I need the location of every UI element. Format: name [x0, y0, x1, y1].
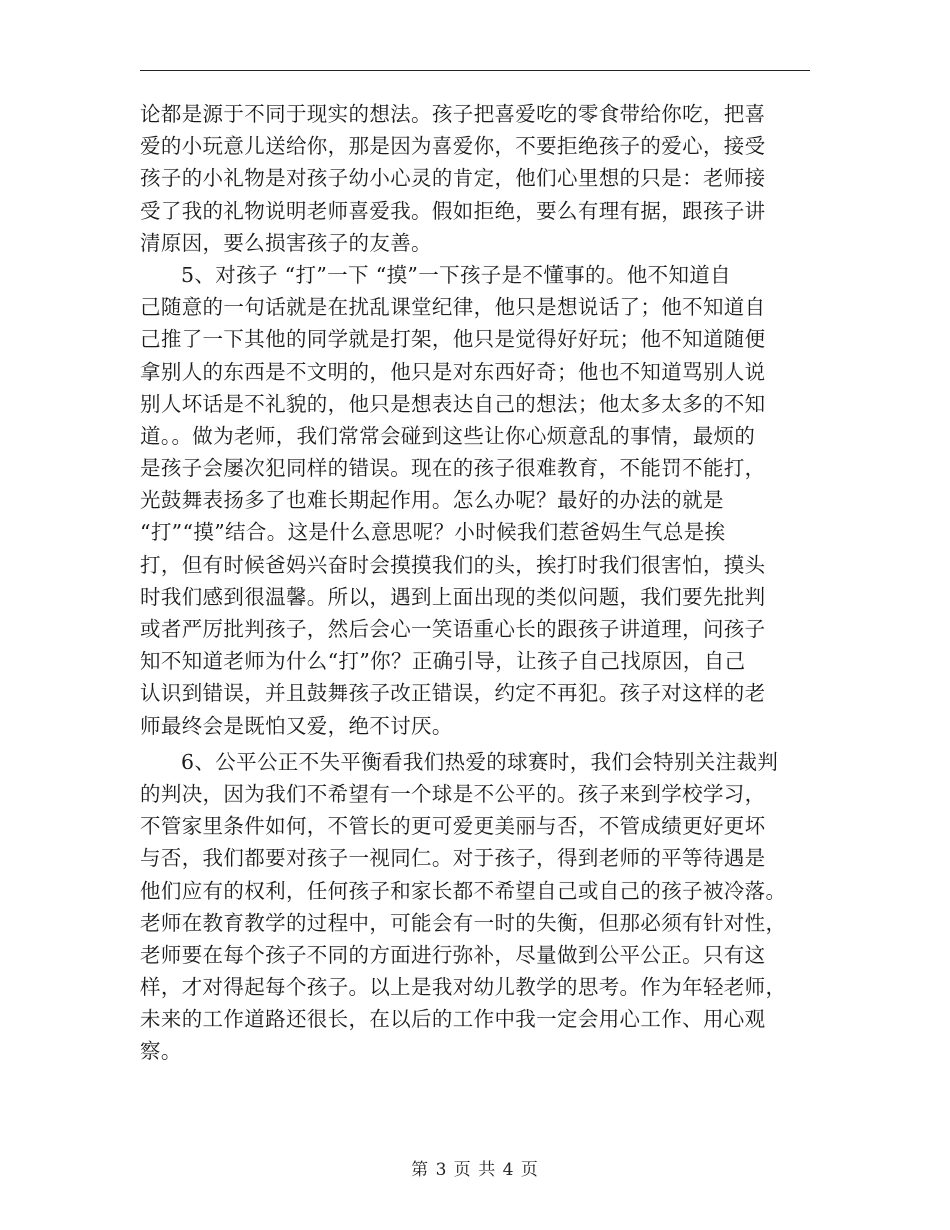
header-rule — [140, 70, 810, 71]
text-line: 爱的小玩意儿送给你，那是因为喜爱你，不要拒绝孩子的爱心，接受 — [140, 134, 766, 159]
text-line: 的判决，因为我们不希望有一个球是不公平的。孩子来到学校学习， — [140, 781, 766, 806]
text-line: 论都是源于不同于现实的想法。孩子把喜爱吃的零食带给你吃，把喜 — [140, 102, 766, 126]
text-line: “打”“摸”结合。这是什么意思呢？小时候我们惹爸妈生气总是挨 — [140, 520, 726, 545]
text-line: 道。。做为老师，我们常常会碰到这些让你心烦意乱的事情，最烦的 — [140, 423, 756, 448]
text-line: 打，但有时候爸妈兴奋时会摸摸我们的头，挨打时我们很害怕，摸头 — [140, 552, 766, 577]
text-line: 认识到错误，并且鼓舞孩子改正错误，约定不再犯。孩子对这样的老 — [140, 681, 766, 706]
paragraph-continued — [140, 98, 812, 259]
text-line: 己随意的一句话就是在扰乱课堂纪律，他只是想说话了；他不知道自 — [140, 295, 766, 320]
text-line: 师最终会是既怕又爱，绝不讨厌。 — [140, 713, 453, 738]
text-line: 清原因，要么损害孩子的友善。 — [140, 230, 432, 255]
text-line: 老师要在每个孩子不同的方面进行弥补，尽量做到公平公正。只有这 — [140, 942, 766, 967]
text-line: 样，才对得起每个孩子。以上是我对幼儿教学的思考。作为年轻老师， — [140, 975, 787, 1000]
paragraph-point-5 — [140, 259, 812, 742]
text-line: 察。 — [140, 1039, 182, 1064]
text-line: 受了我的礼物说明老师喜爱我。假如拒绝，要么有理有据，跟孩子讲 — [140, 198, 766, 223]
text-line: 时我们感到很温馨。所以，遇到上面出现的类似问题，我们要先批判 — [140, 584, 766, 609]
page-number-label: 第 3 页 共 4 页 — [411, 1160, 539, 1180]
text-line: 与否，我们都要对孩子一视同仁。对于孩子，得到老师的平等待遇是 — [140, 846, 766, 871]
document-body — [140, 98, 812, 1068]
text-line: 他们应有的权利，任何孩子和家长都不希望自己或自己的孩子被冷落。 — [140, 878, 787, 903]
text-line: 老师在教育教学的过程中，可能会有一时的失衡，但那必须有针对性， — [140, 910, 787, 935]
text-line: 己推了一下其他的同学就是打架，他只是觉得好好玩；他不知道随便 — [140, 327, 766, 352]
paragraph-point-6 — [140, 746, 812, 1068]
text-line: 或者严厉批判孩子，然后会心一笑语重心长的跟孩子讲道理，问孩子 — [140, 617, 766, 641]
text-line: 是孩子会屡次犯同样的错误。现在的孩子很难教育，不能罚不能打， — [140, 456, 766, 481]
text-line: 拿别人的东西是不文明的，他只是对东西好奇；他也不知道骂别人说 — [140, 359, 766, 384]
text-line: 不管家里条件如何，不管长的更可爱更美丽与否，不管成绩更好更坏 — [140, 814, 766, 839]
text-line: 孩子的小礼物是对孩子幼小心灵的肯定，他们心里想的只是：老师接 — [140, 166, 766, 191]
text-line: 知不知道老师为什么“打”你？正确引导，让孩子自己找原因，自己 — [140, 649, 746, 674]
text-line-first: 6、公平公正不失平衡看我们热爱的球赛时，我们会特别关注裁判 — [181, 749, 779, 774]
text-line: 光鼓舞表扬多了也难长期起作用。怎么办呢？最好的办法的就是 — [140, 488, 724, 513]
text-line-first: 5、对孩子 “打”一下 “摸”一下孩子是不懂事的。他不知道自 — [181, 262, 731, 287]
text-line: 未来的工作道路还很长，在以后的工作中我一定会用心工作、用心观 — [140, 1007, 766, 1032]
page-footer — [0, 1155, 950, 1180]
text-line: 别人坏话是不礼貌的，他只是想表达自己的想法；他太多太多的不知 — [140, 391, 766, 416]
